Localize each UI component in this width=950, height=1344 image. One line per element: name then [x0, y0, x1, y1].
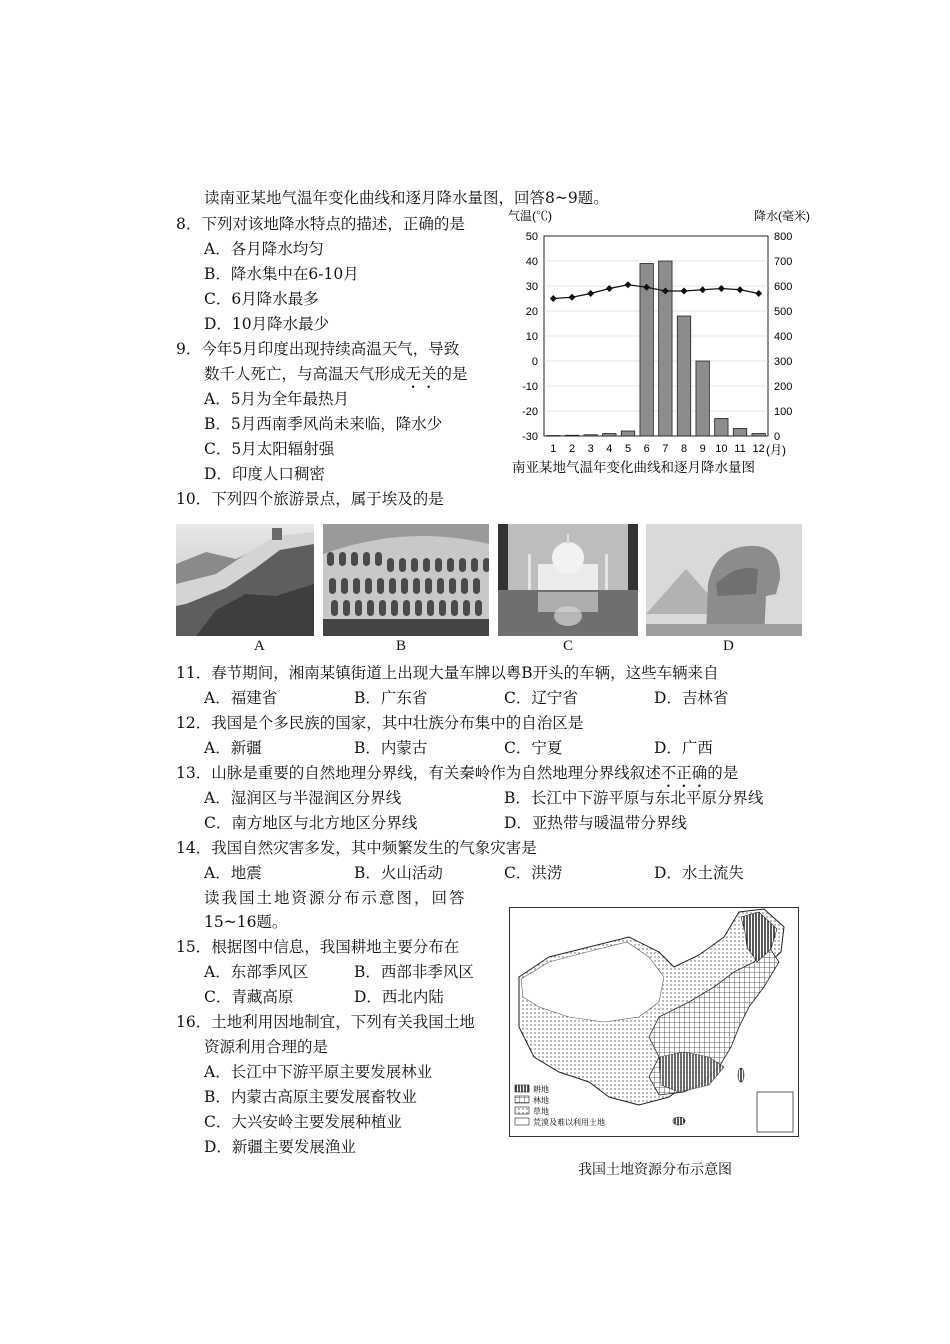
colosseum-arch: [387, 558, 394, 572]
colosseum-arch: [351, 552, 358, 566]
legend-cropland: 耕地: [533, 1085, 549, 1094]
q14-stem: 14．我国自然灾害多发，其中频繁发生的气象灾害是: [176, 839, 537, 857]
colosseum-arch: [399, 558, 406, 572]
chart-left-tick: -20: [522, 406, 538, 418]
q8-option-b: B．降水集中在6-10月: [204, 265, 359, 283]
chart-precip-bar: [603, 434, 616, 437]
q13-stem: [176, 763, 738, 791]
colosseum-arch: [353, 578, 360, 594]
colosseum-arch: [341, 578, 348, 594]
chart-left-tick: 20: [525, 306, 538, 318]
colosseum-arch: [449, 578, 456, 594]
colosseum-arch: [451, 600, 458, 616]
q11-option-d: D．吉林省: [654, 689, 729, 707]
colosseum-arch: [463, 600, 470, 616]
chart-month-label: 10: [715, 443, 728, 455]
colosseum-arch: [473, 578, 480, 594]
intro-15-16-line1: 读我国土地资源分布示意图，回答: [204, 889, 467, 907]
climate-chart: [500, 202, 830, 478]
q9-option-d: D．印度人口稠密: [204, 465, 325, 483]
chart-precip-bar: [659, 261, 672, 436]
chart-month-label: 3: [587, 443, 594, 455]
colosseum-arch: [471, 558, 478, 572]
colosseum-arch: [377, 578, 384, 594]
q16-option-b: B．内蒙古高原主要发展畜牧业: [204, 1088, 417, 1106]
legend-desert: 荒漠及难以利用土地: [533, 1118, 605, 1127]
q11-option-c: C．辽宁省: [504, 689, 578, 707]
chart-month-label: 5: [624, 443, 632, 455]
q16-option-d: D．新疆主要发展渔业: [204, 1138, 356, 1156]
chart-right-tick: 700: [774, 256, 793, 268]
photo-taj-mahal: [498, 524, 638, 636]
colosseum-arch: [331, 600, 338, 616]
chart-right-tick: 300: [774, 356, 793, 368]
legend-grassland: 草地: [533, 1107, 549, 1116]
q13-emphasis: 不正确: [660, 764, 708, 782]
chart-right-tick: 600: [774, 281, 793, 293]
colosseum-arch: [439, 600, 446, 616]
map-caption: 我国土地资源分布示意图: [578, 1162, 732, 1178]
q9-stem-line1: 9．今年5月印度出现持续高温天气，导致: [176, 340, 460, 358]
q14-option-a: A．地震: [204, 864, 262, 882]
chart-left-tick: 10: [525, 331, 538, 343]
photo-great-wall: [176, 524, 314, 636]
chart-month-label: 2: [568, 443, 576, 455]
q13-option-c: C．南方地区与北方地区分界线: [204, 814, 418, 832]
chart-precip-bar: [584, 435, 597, 436]
q9-option-a: A．5月为全年最热月: [204, 390, 350, 408]
photo-sphinx: [646, 524, 802, 636]
legend-forest: 林地: [533, 1096, 549, 1105]
colosseum-arch: [415, 600, 422, 616]
q16-stem-line1: 16．土地利用因地制宜，下列有关我国土地: [176, 1013, 475, 1031]
chart-right-tick: 0: [774, 431, 781, 443]
colosseum-arch: [403, 600, 410, 616]
colosseum-arch: [367, 600, 374, 616]
chart-right-tick: 200: [774, 381, 793, 393]
q9-option-b: B．5月西南季风尚未来临，降水少: [204, 415, 443, 433]
chart-left-tick: 30: [525, 281, 538, 293]
q13-option-b: B．长江中下游平原与东北平原分界线: [504, 789, 764, 807]
photo-colosseum: [323, 524, 489, 636]
q14-option-b: B．火山活动: [354, 864, 443, 882]
colosseum-arch: [425, 578, 432, 594]
colosseum-arch: [389, 578, 396, 594]
chart-left-tick: -30: [522, 431, 538, 443]
chart-right-tick: 100: [774, 406, 793, 418]
map-inset: [757, 1092, 793, 1132]
chart-left-tick: -10: [522, 381, 538, 393]
chart-precip-bar: [752, 434, 765, 437]
q13-stem-end: 的是: [707, 764, 739, 782]
q9-option-c: C．5月太阳辐射强: [204, 440, 335, 458]
china-land-map: [509, 907, 799, 1137]
chart-right-tick: 400: [774, 331, 793, 343]
colosseum-arch: [379, 600, 386, 616]
colosseum-arch: [327, 552, 334, 566]
chart-month-label: 11: [734, 443, 746, 455]
chart-month-label: 4: [606, 443, 613, 455]
chart-right-tick: 800: [774, 231, 793, 243]
colosseum-arch: [411, 558, 418, 572]
q13-stem-text: 13．山脉是重要的自然地理分界线，有关秦岭作为自然地理分界线叙述: [176, 764, 661, 782]
chart-precip-bar: [696, 361, 709, 436]
colosseum-arch: [427, 600, 434, 616]
q9-stem-line2: [204, 364, 468, 392]
chart-ylabel-right: 降水(毫米): [754, 209, 810, 223]
q11-option-a: A．福建省: [204, 689, 278, 707]
colosseum-arch: [329, 578, 336, 594]
chart-month-label: 8: [680, 443, 688, 455]
map-island-hainan: [673, 1117, 685, 1125]
photo-label-b: B: [396, 638, 407, 654]
q15-option-d: D．西北内陆: [354, 988, 444, 1006]
chart-month-label: 9: [699, 443, 706, 455]
colosseum-arch: [375, 552, 382, 566]
colosseum-arch: [483, 558, 489, 572]
q12-option-c: C．宁夏: [504, 739, 563, 757]
chart-precip-bar: [547, 436, 560, 437]
q12-option-d: D．广西: [654, 739, 713, 757]
colosseum-arch: [365, 578, 372, 594]
q9-emphasis: 无关: [405, 365, 437, 383]
chart-caption: 南亚某地气温年变化曲线和逐月降水量图: [512, 460, 755, 475]
q11-stem: 11．春节期间，湘南某镇街道上出现大量车牌以粤B开头的车辆，这些车辆来自: [176, 664, 719, 682]
intro-8-9: 读南亚某地气温年变化曲线和逐月降水量图，回答8~9题。: [204, 189, 609, 207]
q9-stem-end: 的是: [436, 365, 468, 383]
map-island-taiwan: [738, 1068, 744, 1082]
colosseum-arch: [363, 552, 370, 566]
q14-option-c: C．洪涝: [504, 864, 563, 882]
q15-stem: 15．根据图中信息，我国耕地主要分布在: [176, 938, 460, 956]
q16-option-c: C．大兴安岭主要发展种植业: [204, 1113, 402, 1131]
q16-option-a: A．长江中下游平原主要发展林业: [204, 1063, 433, 1081]
colosseum-arch: [435, 558, 442, 572]
q15-option-b: B．西部非季风区: [354, 963, 474, 981]
colosseum-arch: [459, 558, 466, 572]
chart-precip-bar: [715, 419, 728, 437]
chart-month-label: 7: [662, 443, 669, 455]
q10-stem: 10．下列四个旅游景点，属于埃及的是: [176, 490, 444, 508]
q8-option-d: D．10月降水最少: [204, 315, 330, 333]
q8-option-c: C．6月降水最多: [204, 290, 319, 308]
chart-month-label: 1: [550, 443, 557, 455]
colosseum-arch: [437, 578, 444, 594]
intro-15-16-line2: 15~16题。: [204, 913, 288, 931]
chart-left-tick: 0: [531, 356, 538, 368]
chart-precip-bar: [565, 435, 578, 436]
colosseum-arch: [355, 600, 362, 616]
q12-stem: 12．我国是个多民族的国家，其中壮族分布集中的自治区是: [176, 714, 584, 732]
chart-right-tick: 500: [774, 306, 793, 318]
chart-precip-bar: [733, 429, 746, 437]
q9-stem-text: 数千人死亡，与高温天气形成: [204, 365, 406, 383]
colosseum-arch: [475, 600, 482, 616]
colosseum-arch: [401, 578, 408, 594]
chart-month-label: 12: [752, 443, 765, 455]
chart-left-tick: 50: [525, 231, 538, 243]
q8-option-a: A．各月降水均匀: [204, 240, 324, 258]
colosseum-arch: [339, 552, 346, 566]
q13-option-a: A．湿润区与半湿润区分界线: [204, 789, 402, 807]
q13-option-d: D．亚热带与暖温带分界线: [504, 814, 687, 832]
photo-label-c: C: [563, 638, 574, 654]
colosseum-arch: [343, 600, 350, 616]
colosseum-arch: [447, 558, 454, 572]
q15-option-a: A．东部季风区: [204, 963, 309, 981]
q16-stem-line2: 资源利用合理的是: [204, 1038, 329, 1056]
photo-label-a: A: [254, 638, 265, 654]
chart-left-tick: 40: [525, 256, 538, 268]
colosseum-arch: [423, 558, 430, 572]
colosseum-arch: [391, 600, 398, 616]
q12-option-a: A．新疆: [204, 739, 262, 757]
chart-precip-bar: [621, 431, 634, 436]
chart-ylabel-left: 气温(℃): [508, 209, 552, 223]
q11-option-b: B．广东省: [354, 689, 428, 707]
chart-precip-bar: [677, 316, 690, 436]
colosseum-arch: [461, 578, 468, 594]
q15-option-c: C．青藏高原: [204, 988, 294, 1006]
photo-label-d: D: [723, 638, 734, 654]
chart-month-label: 6: [643, 443, 650, 455]
chart-x-unit: (月): [766, 443, 786, 457]
q14-option-d: D．水土流失: [654, 864, 744, 882]
colosseum-arch: [413, 578, 420, 594]
q12-option-b: B．内蒙古: [354, 739, 428, 757]
q8-stem: 8．下列对该地降水特点的描述，正确的是: [176, 215, 465, 233]
